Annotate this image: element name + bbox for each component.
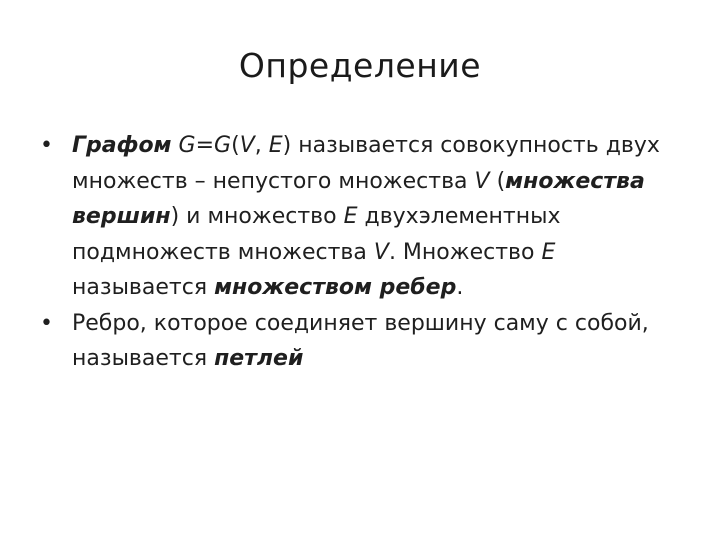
bullet-marker: • — [40, 310, 53, 336]
symbol-e: E — [268, 133, 283, 158]
text-segment: , — [254, 133, 269, 158]
symbol-e: E — [343, 204, 358, 229]
slide-title: Определение — [238, 46, 482, 85]
text-segment: . — [456, 275, 464, 300]
bullet-marker: • — [40, 133, 53, 158]
symbol-v: V — [239, 133, 255, 158]
symbol-g: G — [178, 133, 196, 158]
symbol-v: V — [474, 168, 490, 194]
term-graph: Графом — [72, 133, 172, 158]
text-segment: ) называется совокупность двух множеств – непустого множества — [72, 133, 660, 194]
symbol-g: G — [214, 133, 232, 158]
slide-body — [40, 128, 680, 377]
text-segment: = — [195, 133, 215, 158]
text-segment: ( — [489, 168, 506, 194]
text-segment: ( — [231, 133, 240, 158]
text-segment: . Множество — [388, 239, 542, 265]
term-loop: петлей — [214, 346, 304, 371]
text-segment: Ребро, которое соединяет вершину саму с собой, называется — [72, 310, 649, 371]
term-edge-set: множеством ребер — [214, 275, 457, 300]
text-segment: называется — [72, 275, 215, 300]
text-segment — [172, 133, 179, 158]
bullet-item-loop-definition — [40, 306, 680, 377]
text-segment: ) и множество — [170, 204, 344, 229]
text-segment: двухэлементных подмножеств множества — [72, 204, 561, 265]
term-vertex-set: множества вершин — [72, 168, 645, 229]
bullet-item-graph-definition — [40, 128, 680, 306]
symbol-e: E — [541, 239, 556, 265]
symbol-v: V — [373, 239, 389, 265]
